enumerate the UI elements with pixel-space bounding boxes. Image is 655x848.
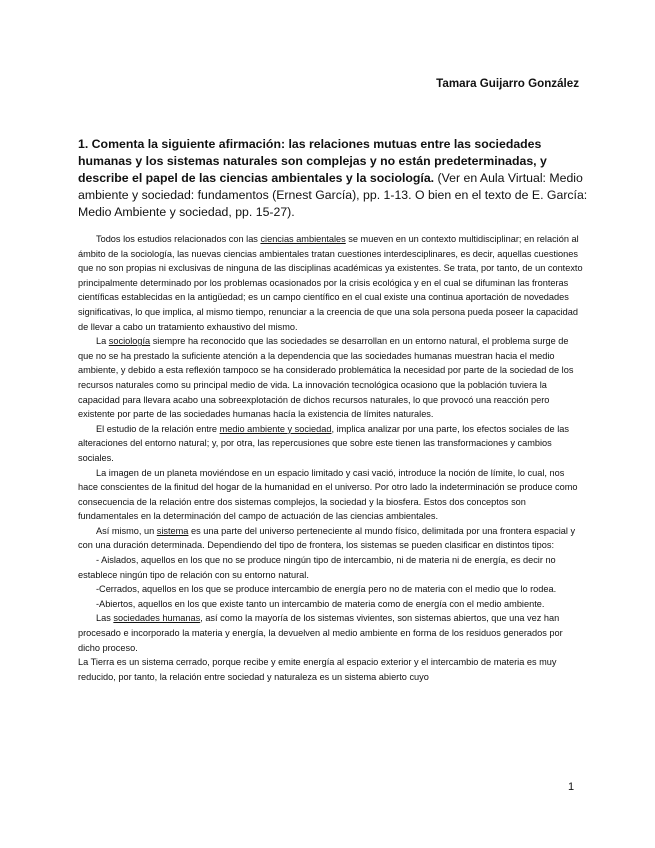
list-item: -Abiertos, aquellos en los que existe tanto un intercambio de materia como de energía con el medio ambiente. [96,598,545,609]
list-item: -Cerrados, aquellos en los que se produce intercambio de energía pero no de materia con el medio que lo rodea. [96,584,557,595]
author-name: Tamara Guijarro González [436,77,579,90]
paragraph-text: siempre ha reconocido que las sociedades se desarrollan en un entorno natural, el problema surge de que no se ha prestado la suficiente atención a la dependencia que las sociedades humanas muestran hacia el medio ambiente, y debido a esta reflexión tampoco se ha considerado problemática la necesidad por parte de la sociedad de los recursos naturales como su principal medio de vida. La innovación tecnológica ocasiono que la población tuviera la capacidad para llevara acabo una sobreexplotación de dichos recursos naturales, lo que provocó una reacción pero existente por parte de las sociedades humanas hacía la existencia de límites naturales. [78,336,574,420]
term-sociologia: sociología [108,336,151,347]
paragraph [78,334,586,422]
paragraph [78,611,586,655]
paragraph [78,524,586,553]
paragraph-text: Todos los estudios relacionados con las [96,234,261,244]
paragraph-text: La [96,336,109,347]
paragraph-text: es una parte del universo perteneciente al mundo físico, delimitada por una frontera espacial y con una duración determinada. Dependiendo del tipo de frontera, los sistemas se pueden clasificar en distintos tipos: [78,525,576,551]
paragraph-text: se mueven en un contexto multidisciplinar; en relación al ámbito de la sociología, las nuevas ciencias ambientales tratan cuestiones interdesciplinares, es decir, aquellas cuestiones que no son propias ni exclusivas de ninguna de las disciplinas académicas ya existentes. Se trata, por tanto, de un contexto principalmente determinado por los problemas ocasionados por la crisis ecológica y en el cual se difuminan las fronteras científicas establecidas en la antigüedad; es un campo científico en el cual existe una continua aportación de novedades significativas, lo que implica, al mismo tiempo, renunciar a la creencia de que una sola persona pueda poseer la capacidad de llevar a cabo un tratamiento exhaustivo del mismo. [78,234,583,332]
paragraph-text: Las [96,613,114,624]
paragraph-text: , implica analizar por una parte, los efectos sociales de las alteraciones del entorno natural; y, por otra, las repercusiones que sobre este tienen las transformaciones y cambios sociales. [78,423,569,463]
page-number: 1 [568,781,575,793]
question-reference: (Ver en Aula Virtual: Medio ambiente y sociedad: fundamentos (Ernest García), pp. 1-13. O bien en el texto de E. García: Medio Ambiente y sociedad, pp. 15-27). [78,171,588,219]
paragraph-text: Así mismo, un [96,525,157,536]
paragraph [78,232,586,334]
paragraph: La imagen de un planeta moviéndose en un espacio limitado y casi vació, introduce la noción de límite, lo cual, nos hace conscientes de la finitud del hogar de la humanidad en el universo. Por otro lado la indeterminación se produce como consecuencia de la relación entre dos sistemas complejos, la sociedad y la biosfera. Estos dos conceptos son fundamentales en la determinación del campo de actuación de las ciencias ambientales. [78,467,578,522]
paragraph-text: , así como la mayoría de los sistemas vivientes, son sistemas abiertos, que una vez han procesado e incorporado la materia y energía, la devuelven al medio ambiente en forma de los residuos generados por dicho proceso. [78,613,563,653]
essay-body [78,232,586,684]
paragraph [78,422,586,466]
term-sistema: sistema [156,525,189,536]
term-medio-ambiente-sociedad: medio ambiente y sociedad [219,423,332,434]
question-heading [78,136,588,221]
term-ciencias-ambientales: ciencias ambientales [260,234,346,244]
term-sociedades-humanas: sociedades humanas [113,613,201,624]
paragraph-text: El estudio de la relación entre [96,423,220,434]
paragraph: La Tierra es un sistema cerrado, porque recibe y emite energía al espacio exterior y el intercambio de materia es muy reducido, por tanto, la relación entre sociedad y naturaleza es un sistema abierto cuyo [78,657,557,682]
list-item: - Aislados, aquellos en los que no se produce ningún tipo de intercambio, ni de materia ni de energía, es decir no establece ningún tipo de relación con su entorno natural. [78,555,556,580]
question-statement: 1. Comenta la siguiente afirmación: las relaciones mutuas entre las sociedades humanas y los sistemas naturales son complejas y no están predeterminadas, y describe el papel de las ciencias ambientales y la sociología. [78,137,547,185]
